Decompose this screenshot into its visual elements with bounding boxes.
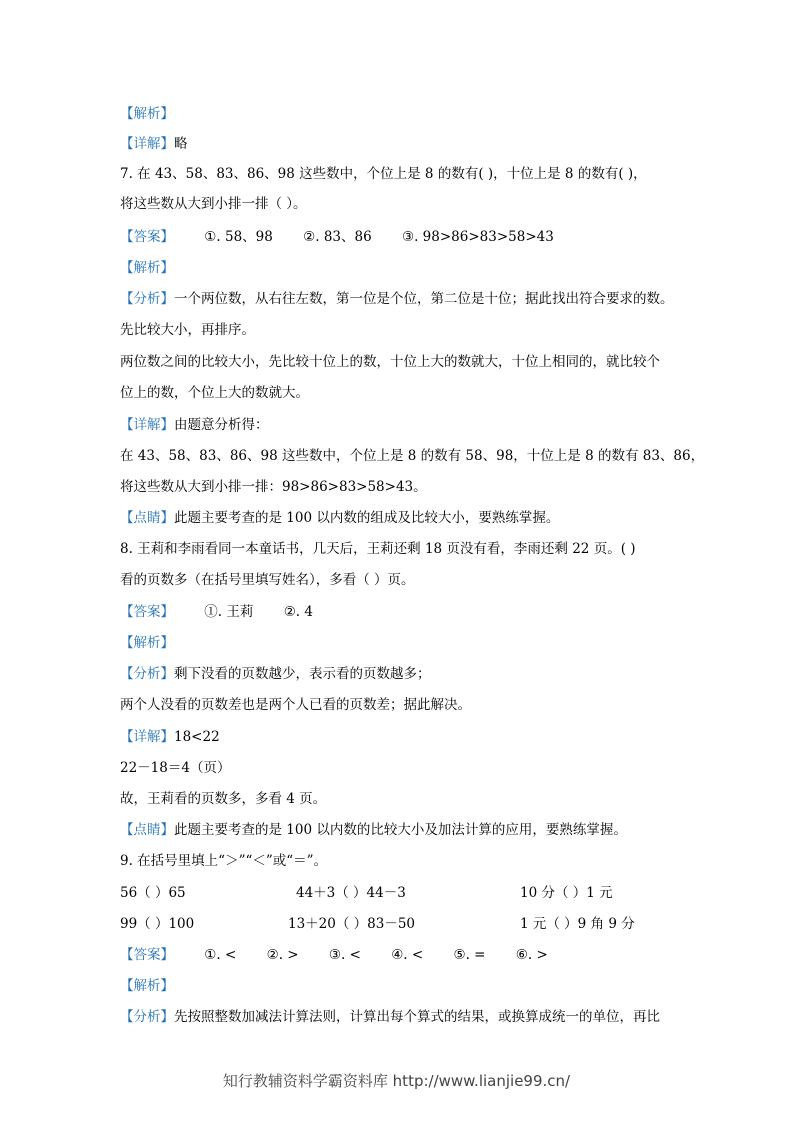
q8-answer-1: ①. 王莉 [204, 604, 254, 620]
q9-answer-2: ②. > [266, 947, 299, 963]
q7-detail-2: 在 43、58、83、86、98 这些数中，个位上是 8 的数有 58、98，十位上是 8 的数有 83、86， [120, 448, 705, 464]
q9-answer-6: ⑥. > [515, 947, 548, 963]
q8-analysis-1 [120, 664, 431, 684]
tag-detail: 【详解】 [120, 729, 174, 745]
q7-answer-2: ②. 83、86 [303, 229, 372, 245]
q7-detail-1 [120, 415, 269, 435]
q8-stem-1: 8. 王莉和李雨看同一本童话书，几天后，王莉还剩 18 页没有看，李雨还剩 22 页。( ) [120, 541, 636, 557]
q7-detail-3: 将这些数从大到小排一排：98>86>83>58>43。 [120, 479, 427, 495]
q9-item-2: 44＋3（ ）44－3 [296, 885, 406, 901]
q8-comment [120, 820, 627, 840]
tag-comment: 【点睛】 [120, 822, 174, 838]
q7-analysis-label: 【解析】 [120, 260, 174, 276]
q7-answer-1: ①. 58、98 [204, 229, 273, 245]
q9-item-6: 1 元（ ）9 角 9 分 [520, 916, 635, 932]
q8-detail-2: 22－18＝4（页） [120, 760, 231, 776]
q8-detail-3: 故，王莉看的页数多，多看 4 页。 [120, 791, 327, 807]
footer-watermark: 知行教辅资料学霸资料库 http://www.lianjie99.cn/ [222, 1072, 571, 1090]
q9-analysis-1 [120, 1007, 660, 1027]
q8-comment-text: 此题主要考查的是 100 以内数的比较大小及加法计算的应用，要熟练掌握。 [174, 822, 627, 838]
tag-answer: 【答案】 [120, 604, 174, 620]
q7-answer [120, 227, 554, 247]
q9-answer-5: ⑤. = [453, 947, 486, 963]
q8-analysis-2: 两个人没看的页数差也是两个人已看的页数差；据此解决。 [120, 697, 471, 713]
q9-answer [120, 945, 548, 965]
detail-text: 略 [174, 136, 188, 152]
q9-stem: 9. 在括号里填上“＞”“＜”或“＝”。 [120, 853, 328, 869]
q9-answer-3: ③. < [328, 947, 361, 963]
tag-analysis: 【分析】 [120, 1009, 174, 1025]
tag-detail: 【详解】 [120, 136, 174, 152]
q7-answer-3: ③. 98>86>83>58>43 [401, 229, 554, 245]
q8-detail-text: 18<22 [174, 729, 220, 745]
q7-analysis-3: 两位数之间的比较大小，先比较十位上的数，十位上大的数就大，十位上相同的，就比较个 [120, 354, 660, 370]
q8-answer [120, 602, 313, 622]
q9-analysis-label: 【解析】 [120, 978, 174, 994]
q7-comment [120, 508, 559, 528]
q8-stem-2: 看的页数多（在括号里填写姓名），多看（ ）页。 [120, 572, 415, 588]
tag-detail: 【详解】 [120, 417, 174, 433]
q9-answer-4: ④. < [391, 947, 424, 963]
tag-answer: 【答案】 [120, 947, 174, 963]
q9-item-4: 99（ ）100 [120, 916, 195, 932]
q8-detail-1 [120, 727, 220, 747]
q7-analysis-4: 位上的数，个位上大的数就大。 [120, 385, 309, 401]
q8-analysis-text: 剩下没看的页数越少，表示看的页数越多； [174, 666, 431, 682]
q7-analysis-1 [120, 289, 674, 309]
tag-answer: 【答案】 [120, 229, 174, 245]
detail-line [120, 134, 188, 154]
q7-analysis-2: 先比较大小，再排序。 [120, 322, 255, 338]
q8-answer-2: ②. 4 [283, 604, 313, 620]
tag-analysis: 【分析】 [120, 666, 174, 682]
q7-stem-1: 7. 在 43、58、83、86、98 这些数中，个位上是 8 的数有( )，十位上是 8 的数有( )， [120, 166, 647, 182]
q9-item-1: 56（ ）65 [120, 885, 186, 901]
q7-detail-text: 由题意分析得： [174, 417, 269, 433]
section-label-analysis: 【解析】 [120, 106, 174, 122]
q7-analysis-text: 一个两位数，从右往左数，第一位是个位，第二位是十位；据此找出符合要求的数。 [174, 291, 674, 307]
q9-answer-1: ①. < [204, 947, 237, 963]
q9-analysis-text: 先按照整数加减法计算法则，计算出每个算式的结果，或换算成统一的单位，再比 [174, 1009, 660, 1025]
tag-comment: 【点睛】 [120, 510, 174, 526]
q8-analysis-label: 【解析】 [120, 635, 174, 651]
q7-stem-2: 将这些数从大到小排一排（ ）。 [120, 196, 307, 212]
q9-item-3: 10 分（ ）1 元 [520, 885, 613, 901]
q9-item-5: 13＋20（ ）83－50 [288, 916, 416, 932]
tag-analysis: 【分析】 [120, 291, 174, 307]
q7-comment-text: 此题主要考查的是 100 以内数的组成及比较大小，要熟练掌握。 [174, 510, 560, 526]
